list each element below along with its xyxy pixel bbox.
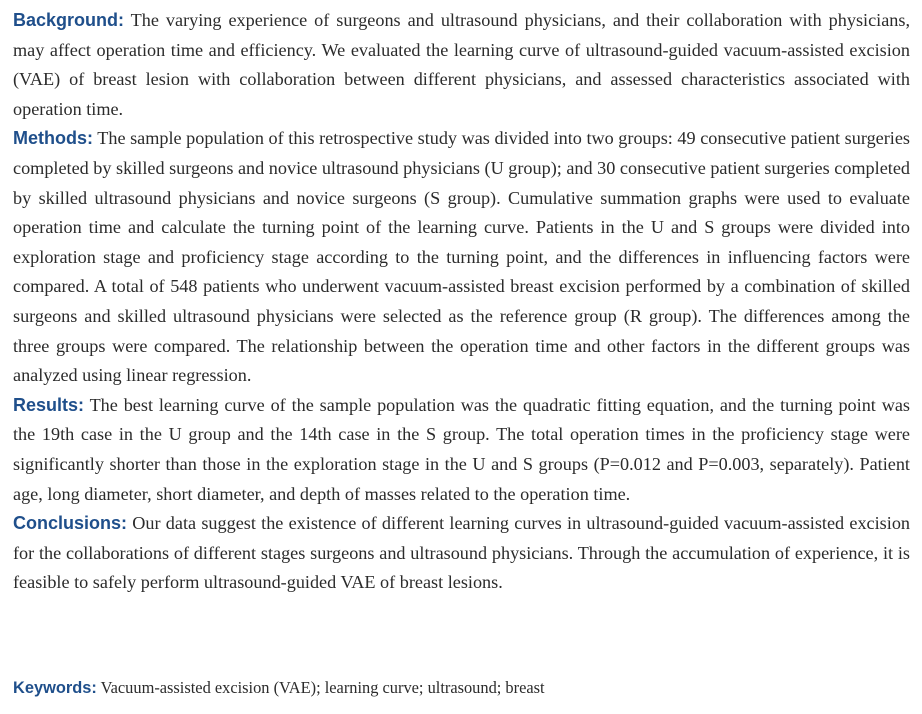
conclusions-text: Our data suggest the existence of different learning curves in ultrasound-guided vacuum-assisted excision for the collaborations of different stages surgeons and ultrasound physicians. Through the accumulation of experience, it is feasible to safely perform ultrasound-guided VAE of breast lesions. bbox=[13, 513, 911, 593]
background-text: The varying experience of surgeons and ultrasound physicians, and their collaboration with physicians, may affect operation time and efficiency. We evaluated the learning curve of ultrasound-guided vacuum-assisted excision (VAE) of breast lesion with collaboration between different physicians, and assessed characteristics associated with operation time. bbox=[13, 10, 910, 119]
methods-text: The sample population of this retrospective study was divided into two groups: 49 consecutive patient surgeries completed by skilled surgeons and novice ultrasound physicians (U group); and 30 consecutive patient surgeries completed by skilled ultrasound physicians and novice surgeons (S group). Cumulative summation graphs were used to evaluate operation time and calculate the turning point of the learning curve. Patients in the U and S groups were divided into exploration stage and proficiency stage according to the turning point, and the differences in influencing factors were compared. A total of 548 patients who underwent vacuum-assisted breast excision performed by a combination of skilled surgeons and skilled ultrasound physicians were selected as the reference group (R group). The differences among the three groups were compared. The relationship between the operation time and other factors in the different groups was analyzed using linear regression. bbox=[13, 128, 910, 386]
results-section bbox=[13, 391, 910, 509]
keywords-section bbox=[13, 676, 910, 700]
abstract bbox=[13, 6, 910, 598]
keywords-text: Vacuum-assisted excision (VAE); learning curve; ultrasound; breast bbox=[100, 678, 545, 697]
results-heading: Results: bbox=[13, 394, 85, 415]
methods-section bbox=[13, 124, 910, 390]
conclusions-heading: Conclusions: bbox=[13, 513, 128, 534]
conclusions-section bbox=[13, 509, 910, 598]
results-text: The best learning curve of the sample population was the quadratic fitting equation, and the turning point was the 19th case in the U group and the 14th case in the S group. The total operation times in the proficiency stage were significantly shorter than those in the exploration stage in the U and S groups (P=0.012 and P=0.003, separately). Patient age, long diameter, short diameter, and depth of masses related to the operation time. bbox=[13, 394, 911, 504]
background-heading: Background: bbox=[13, 10, 125, 30]
keywords-heading: Keywords: bbox=[13, 679, 97, 697]
methods-heading: Methods: bbox=[13, 128, 93, 149]
background-section bbox=[13, 6, 910, 124]
